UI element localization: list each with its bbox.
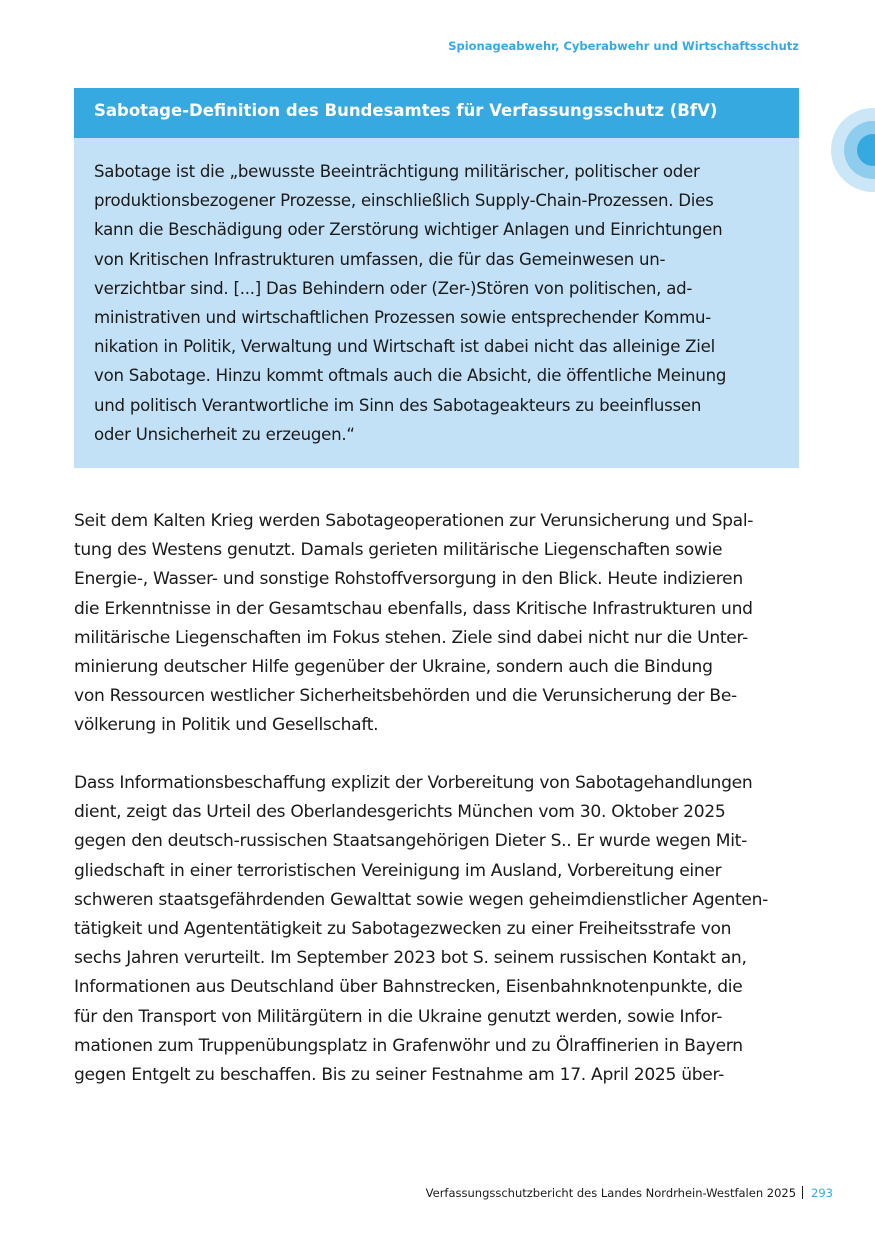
paragraph-line: Seit dem Kalten Krieg werden Sabotageoperationen zur Verunsicherung und Spal- (74, 511, 754, 531)
paragraph-line: militärische Liegenschaften im Fokus stehen. Ziele sind dabei nicht nur die Unter- (74, 627, 749, 648)
box-line: und politisch Verantwortliche im Sinn des Sabotageakteurs zu beeinflussen (94, 395, 702, 415)
box-line: oder Unsicherheit zu erzeugen.“ (94, 424, 355, 444)
paragraph-line: minierung deutscher Hilfe gegenüber der Ukraine, sondern auch die Bindung (74, 657, 713, 678)
box-line: kann die Beschädigung oder Zerstörung wichtiger Anlagen und Einrichtungen (94, 220, 723, 240)
paragraph-line: von Ressourcen westlicher Sicherheitsbehörden und die Verunsicherung der Be- (74, 686, 737, 707)
decorative-circle-icon (831, 108, 875, 192)
paragraph-line: für den Transport von Militärgütern in die Ukraine genutzt werden, sowie Infor- (74, 1006, 723, 1027)
body-paragraph-1 (74, 507, 753, 741)
box-line: verzichtbar sind. [...] Das Behindern oder (Zer-)Stören von politischen, ad- (94, 278, 693, 298)
box-line: Sabotage ist die „bewusste Beeinträchtigung militärischer, politischer oder (94, 162, 700, 181)
paragraph-line: Informationen aus Deutschland über Bahnstrecken, Eisenbahnknotenpunkte, die (74, 977, 743, 998)
paragraph-line: mationen zum Truppenübungsplatz in Grafenwöhr und zu Ölraffinerien in Bayern (74, 1035, 743, 1056)
box-line: von Sabotage. Hinzu kommt oftmals auch die Absicht, die öffentliche Meinung (94, 366, 727, 386)
box-line: ministrativen und wirtschaftlichen Prozessen sowie entsprechender Kommu- (94, 308, 712, 328)
page-number: 293 (811, 1186, 833, 1200)
footer-publication: Verfassungsschutzbericht des Landes Nordrhein-Westfalen 2025 (425, 1186, 797, 1200)
box-line: von Kritischen Infrastrukturen umfassen, die für das Gemeinwesen un- (94, 249, 666, 269)
paragraph-line: dient, zeigt das Urteil des Oberlandesgerichts München vom 30. Oktober 2025 (74, 802, 726, 823)
paragraph-line: sechs Jahren verurteilt. Im September 2023 bot S. seinem russischen Kontakt an, (74, 948, 747, 969)
box-line: nikation in Politik, Verwaltung und Wirtschaft ist dabei nicht das alleinige Ziel (94, 337, 715, 357)
paragraph-line: gegen den deutsch-russischen Staatsangehörigen Dieter S.. Er wurde wegen Mit- (74, 831, 747, 852)
page-footer (426, 1186, 833, 1200)
paragraph-line: tung des Westens genutzt. Damals gerieten militärische Liegenschaften sowie (74, 540, 723, 561)
definition-box-title: Sabotage-Definition des Bundesamtes für Verfassungsschutz (BfV) (74, 88, 799, 138)
paragraph-line: die Erkenntnisse in der Gesamtschau ebenfalls, dass Kritische Infrastrukturen und (74, 598, 753, 619)
paragraph-line: tätigkeit und Agententätigkeit zu Sabotagezwecken zu einer Freiheitsstrafe von (74, 919, 732, 940)
paragraph-line: gegen Entgelt zu beschaffen. Bis zu seiner Festnahme am 17. April 2025 über- (74, 1065, 724, 1086)
paragraph-line: völkerung in Politik und Gesellschaft. (74, 715, 379, 736)
box-line: produktionsbezogener Prozesse, einschließlich Supply-Chain-Prozessen. Dies (94, 191, 714, 211)
definition-box-body (74, 138, 799, 449)
paragraph-line: gliedschaft in einer terroristischen Vereinigung im Ausland, Vorbereitung einer (74, 860, 722, 881)
footer-divider (802, 1186, 803, 1199)
paragraph-line: schweren staatsgefährdenden Gewalttat sowie wegen geheimdienstlicher Agenten- (74, 889, 769, 910)
definition-box (74, 88, 799, 468)
paragraph-line: Dass Informationsbeschaffung explizit der Vorbereitung von Sabotagehandlungen (74, 773, 753, 793)
running-header: Spionageabwehr, Cyberabwehr und Wirtschaftsschutz (448, 39, 799, 53)
body-paragraph-2 (74, 769, 768, 1090)
paragraph-line: Energie-, Wasser- und sonstige Rohstoffversorgung in den Blick. Heute indizieren (74, 569, 743, 590)
